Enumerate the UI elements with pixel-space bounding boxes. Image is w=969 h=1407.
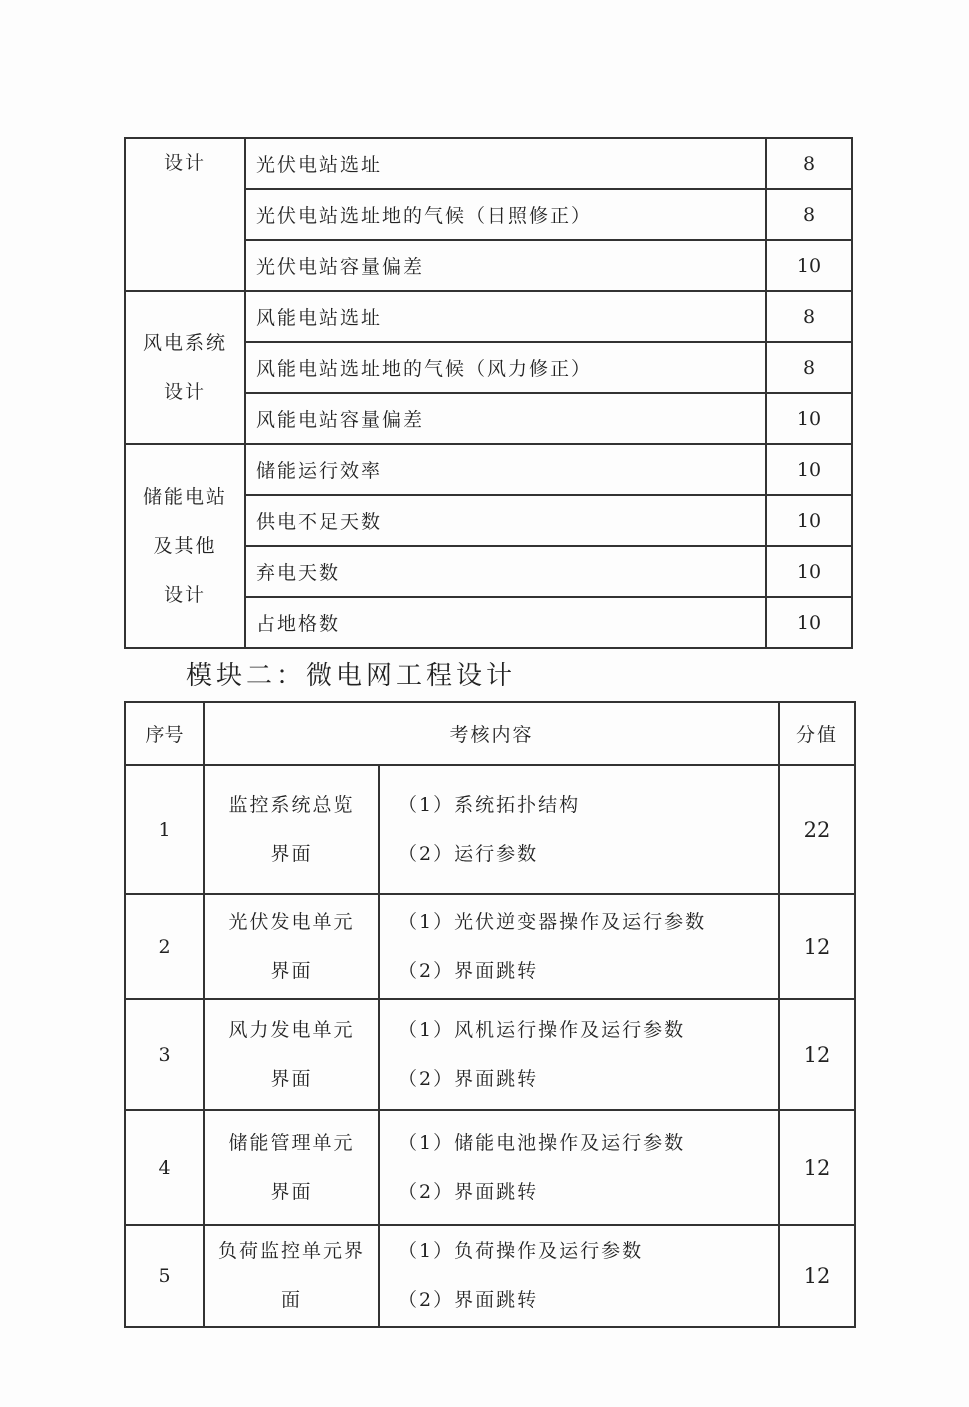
row-score: 22 (779, 765, 855, 894)
category-label: 及其他 (153, 534, 217, 557)
item-content: 光伏电站选址地的气候（日照修正） (245, 189, 766, 240)
category-label: 储能电站 (142, 485, 227, 508)
item-content: 光伏电站容量偏差 (245, 240, 766, 291)
module-name-line: 界面 (270, 959, 313, 982)
table-row (125, 894, 855, 999)
detail-line: （1）光伏逆变器操作及运行参数 (398, 910, 707, 933)
item-score: 8 (766, 342, 852, 393)
item-content: 弃电天数 (245, 546, 766, 597)
item-score: 10 (766, 597, 852, 648)
row-number: 2 (125, 894, 204, 999)
detail-line: （2）界面跳转 (398, 1180, 539, 1203)
table-row (125, 291, 852, 342)
item-content: 风能电站容量偏差 (245, 393, 766, 444)
detail-cell (379, 1110, 779, 1225)
module-name-line: 光伏发电单元 (228, 910, 355, 933)
module-cell (204, 999, 379, 1110)
detail-line: （2）运行参数 (398, 842, 539, 865)
item-score: 10 (766, 240, 852, 291)
table-row (125, 999, 855, 1110)
row-number: 4 (125, 1110, 204, 1225)
module-cell (204, 894, 379, 999)
detail-line: （1）系统拓扑结构 (398, 793, 581, 816)
header-score: 分值 (779, 702, 855, 765)
row-score: 12 (779, 999, 855, 1110)
item-score: 10 (766, 444, 852, 495)
detail-line: （2）界面跳转 (398, 1289, 539, 1311)
table-row (125, 1225, 855, 1327)
item-score: 10 (766, 495, 852, 546)
header-no: 序号 (125, 702, 204, 765)
module-cell (204, 765, 379, 894)
item-score: 10 (766, 546, 852, 597)
detail-cell (379, 1225, 779, 1327)
row-number: 5 (125, 1225, 204, 1327)
category-cell (125, 291, 245, 444)
item-content: 风能电站选址地的气候（风力修正） (245, 342, 766, 393)
detail-cell (379, 765, 779, 894)
module-name-line: 面 (280, 1289, 302, 1311)
item-score: 8 (766, 138, 852, 189)
item-score: 8 (766, 291, 852, 342)
row-score: 12 (779, 894, 855, 999)
row-number: 3 (125, 999, 204, 1110)
table-row (125, 1110, 855, 1225)
item-score: 8 (766, 189, 852, 240)
detail-cell (379, 894, 779, 999)
item-content: 供电不足天数 (245, 495, 766, 546)
detail-line: （2）界面跳转 (398, 959, 539, 982)
table-row (125, 444, 852, 495)
category-cell (125, 138, 245, 291)
header-content: 考核内容 (204, 702, 779, 765)
module-name-line: 界面 (270, 1067, 313, 1090)
item-score: 10 (766, 393, 852, 444)
module-name-line: 界面 (270, 842, 313, 865)
assessment-table-module-one (124, 137, 853, 649)
category-label: 设计 (163, 152, 206, 174)
detail-line: （2）界面跳转 (398, 1067, 539, 1090)
module-name-line: 监控系统总览 (228, 793, 355, 816)
assessment-table-module-two (124, 701, 856, 1328)
detail-line: （1）风机运行操作及运行参数 (398, 1018, 686, 1041)
row-score: 12 (779, 1110, 855, 1225)
module-name-line: 储能管理单元 (228, 1131, 355, 1154)
row-score: 12 (779, 1225, 855, 1327)
detail-line: （1）负荷操作及运行参数 (398, 1240, 644, 1262)
module-name-line: 界面 (270, 1180, 313, 1203)
table-row (125, 138, 852, 189)
detail-cell (379, 999, 779, 1110)
module-cell (204, 1225, 379, 1327)
item-content: 风能电站选址 (245, 291, 766, 342)
category-label: 风电系统 (142, 331, 227, 354)
category-label: 设计 (163, 380, 206, 403)
item-content: 光伏电站选址 (245, 138, 766, 189)
table-header-row (125, 702, 855, 765)
module-title: 模块二：微电网工程设计 (186, 661, 517, 691)
detail-line: （1）储能电池操作及运行参数 (398, 1131, 686, 1154)
row-number: 1 (125, 765, 204, 894)
item-content: 占地格数 (245, 597, 766, 648)
module-cell (204, 1110, 379, 1225)
table-row (125, 765, 855, 894)
item-content: 储能运行效率 (245, 444, 766, 495)
module-name-line: 风力发电单元 (228, 1018, 355, 1041)
category-label: 设计 (163, 583, 206, 606)
category-cell (125, 444, 245, 648)
module-name-line: 负荷监控单元界 (217, 1240, 365, 1262)
